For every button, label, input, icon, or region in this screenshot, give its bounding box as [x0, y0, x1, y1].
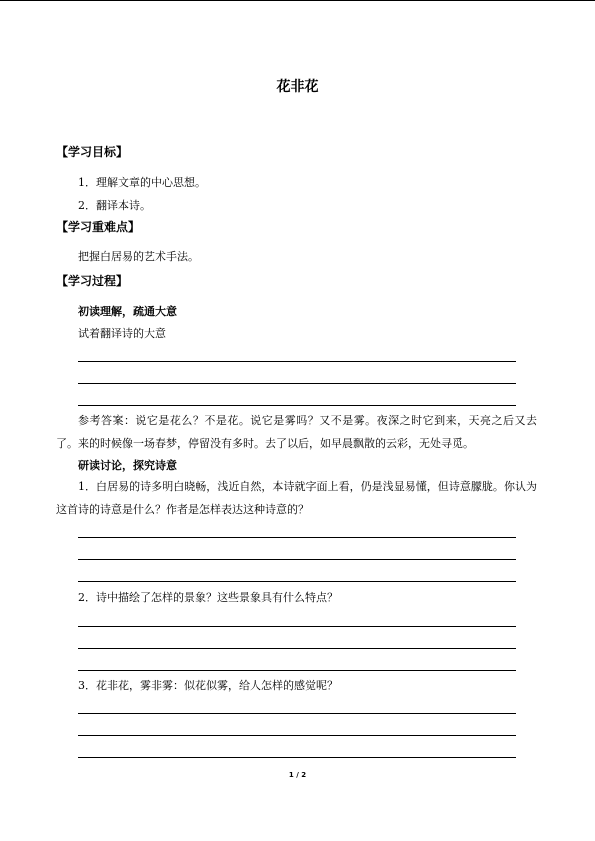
- part1-heading: 初读理解，疏通大意: [78, 305, 177, 318]
- answer-line: [78, 383, 516, 384]
- answer-line: [78, 757, 516, 758]
- objectives-heading: 【学习目标】: [56, 145, 129, 159]
- process-heading: 【学习过程】: [56, 274, 129, 288]
- answer-line: [78, 559, 516, 560]
- answer-line: [78, 405, 516, 406]
- answer-line: [78, 713, 516, 714]
- part1-reference-answer: 参考答案：说它是花么？不是花。说它是雾吗？又不是雾。夜深之时它到来，天亮之后又去了。来的时候像一场春梦，停留没有多时。去了以后，如早晨飘散的云彩，无处寻觅。: [56, 414, 537, 450]
- answer-line: [78, 537, 516, 538]
- part2-heading: 研读讨论，探究诗意: [78, 459, 177, 472]
- answer-line: [78, 626, 516, 627]
- answer-line: [78, 581, 516, 582]
- top-rule: [0, 0, 595, 1]
- objective-item-2: 2．翻译本诗。: [78, 199, 151, 212]
- answer-line: [78, 735, 516, 736]
- answer-line: [78, 361, 516, 362]
- page-number: 1 / 2: [288, 771, 307, 779]
- key-points-heading: 【学习重难点】: [56, 220, 141, 234]
- answer-line: [78, 670, 516, 671]
- question-1: 1．白居易的诗多明白晓畅，浅近自然，本诗就字面上看，仍是浅显易懂，但诗意朦胧。你认为这首诗的诗意是什么？作者是怎样表达这种诗意的？: [56, 480, 537, 516]
- page-title: 花非花: [276, 79, 319, 95]
- objective-item-1: 1．理解文章的中心思想。: [78, 176, 206, 189]
- part1-prompt: 试着翻译诗的大意: [78, 327, 166, 340]
- key-points-text: 把握白居易的艺术手法。: [78, 250, 199, 263]
- question-3: 3．花非花，雾非雾：似花似雾，给人怎样的感觉呢？: [78, 679, 338, 692]
- answer-line: [78, 648, 516, 649]
- question-2: 2．诗中描绘了怎样的景象？这些景象具有什么特点？: [78, 591, 338, 604]
